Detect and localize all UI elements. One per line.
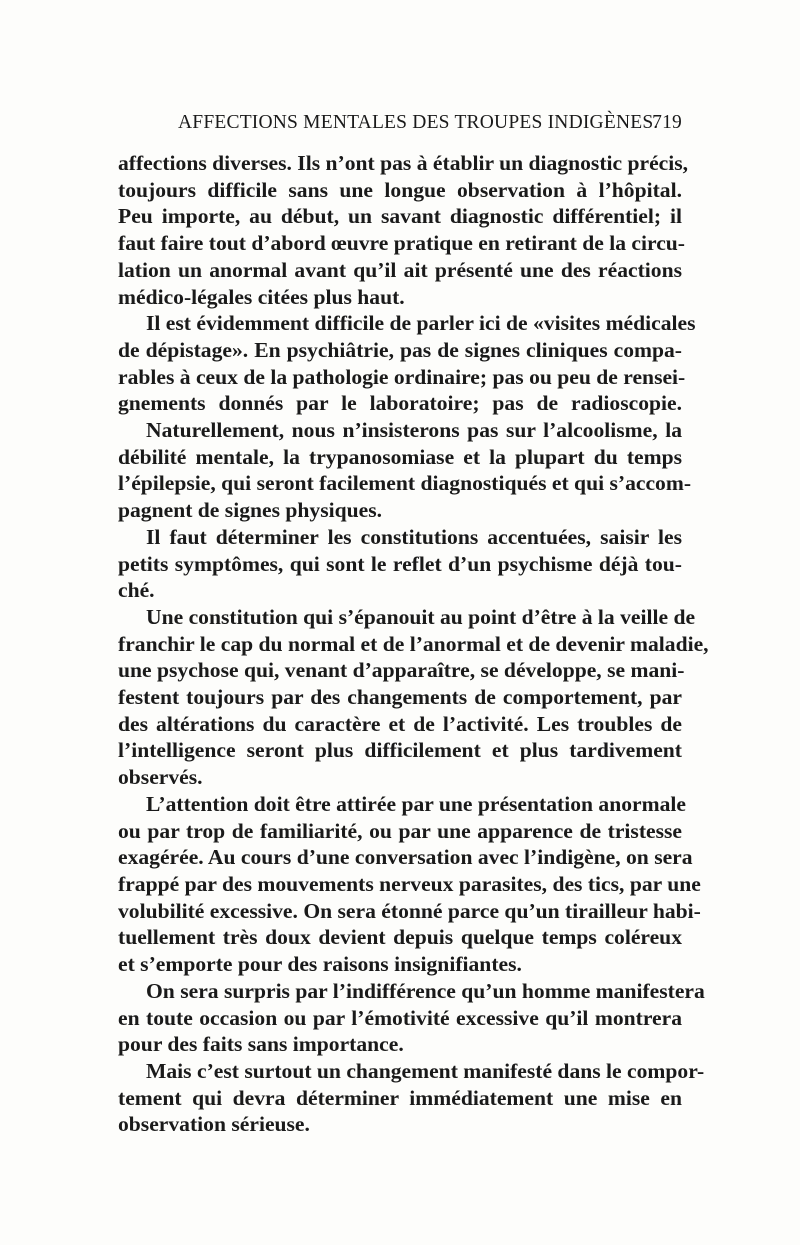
text-line: lation un anormal avant qu’il ait présenté une des réactions — [118, 257, 682, 282]
paragraph-3 — [118, 417, 692, 524]
text-line: L’attention doit être attirée par une présentation anormale — [146, 791, 686, 816]
paragraph-6 — [118, 791, 701, 978]
text-line: Il faut déterminer les constitutions accentuées, saisir les — [146, 524, 682, 549]
text-line: faut faire tout d’abord œuvre pratique en retirant de la circu- — [118, 231, 685, 256]
text-line: Il est évidemment difficile de parler ici de «visites médicales — [146, 311, 696, 336]
paragraph-4 — [118, 524, 682, 604]
text-line: et s’emporte pour des raisons insignifiantes. — [118, 952, 522, 977]
running-title: AFFECTIONS MENTALES DES TROUPES INDIGÈNES. — [178, 112, 659, 133]
text-line: des altérations du caractère et de l’activité. Les troubles de — [118, 711, 682, 736]
text-line: On sera surpris par l’indifférence qu’un homme manifestera — [146, 978, 705, 1003]
text-line: Mais c’est surtout un changement manifesté dans le compor- — [146, 1058, 705, 1083]
text-line: frappé par des mouvements nerveux parasites, des tics, par une — [118, 871, 701, 896]
text-line: médico-légales citées plus haut. — [118, 284, 405, 309]
text-line: rables à ceux de la pathologie ordinaire; pas ou peu de rensei- — [118, 364, 686, 389]
paragraph-8 — [118, 1058, 705, 1138]
text-line: débilité mentale, la trypanosomiase et la plupart du temps — [118, 444, 682, 469]
text-line: observation sérieuse. — [118, 1112, 310, 1137]
text-line: une psychose qui, venant d’apparaître, se développe, se mani- — [118, 658, 685, 683]
page-number: 719 — [652, 112, 682, 133]
text-line: tement qui devra déterminer immédiatement une mise en — [118, 1085, 682, 1110]
text-line: festent toujours par des changements de comportement, par — [118, 685, 682, 710]
paragraph-2 — [118, 310, 696, 417]
text-line: tuellement très doux devient depuis quelque temps coléreux — [118, 925, 682, 950]
page-header — [118, 112, 682, 140]
text-line: pour des faits sans importance. — [118, 1032, 404, 1057]
text-line: l’intelligence seront plus difficilement et plus tardivement — [118, 738, 682, 763]
text-line: Naturellement, nous n’insisterons pas sur l’alcoolisme, la — [146, 418, 682, 443]
text-line: ché. — [118, 578, 155, 603]
text-line: observés. — [118, 765, 203, 790]
paragraph-5 — [118, 604, 709, 791]
text-line: Une constitution qui s’épanouit au point d’être à la veille de — [146, 604, 696, 629]
text-line: petits symptômes, qui sont le reflet d’un psychisme déjà tou- — [118, 551, 682, 576]
body-text — [118, 150, 709, 1138]
paragraph-7 — [118, 978, 705, 1058]
text-line: franchir le cap du normal et de l’anormal et de devenir maladie, — [118, 631, 709, 656]
text-line: en toute occasion ou par l’émotivité excessive qu’il montrera — [118, 1005, 682, 1030]
paragraph-1 — [118, 150, 689, 310]
text-line: toujours difficile sans une longue observation à l’hôpital. — [118, 177, 682, 202]
text-line: exagérée. Au cours d’une conversation avec l’indigène, on sera — [118, 845, 693, 870]
text-line: ou par trop de familiarité, ou par une apparence de tristesse — [118, 818, 682, 843]
text-line: pagnent de signes physiques. — [118, 498, 383, 523]
text-line: volubilité excessive. On sera étonné parce qu’un tirailleur habi- — [118, 898, 701, 923]
text-line: de dépistage». En psychiâtrie, pas de signes cliniques compa- — [118, 337, 682, 362]
text-line: l’épilepsie, qui seront facilement diagnostiqués et qui s’accom- — [118, 471, 692, 496]
text-line: affections diverses. Ils n’ont pas à établir un diagnostic précis, — [118, 151, 689, 175]
text-line: gnements donnés par le laboratoire; pas de radioscopie. — [118, 391, 682, 416]
text-line: Peu importe, au début, un savant diagnostic différentiel; il — [118, 204, 682, 229]
